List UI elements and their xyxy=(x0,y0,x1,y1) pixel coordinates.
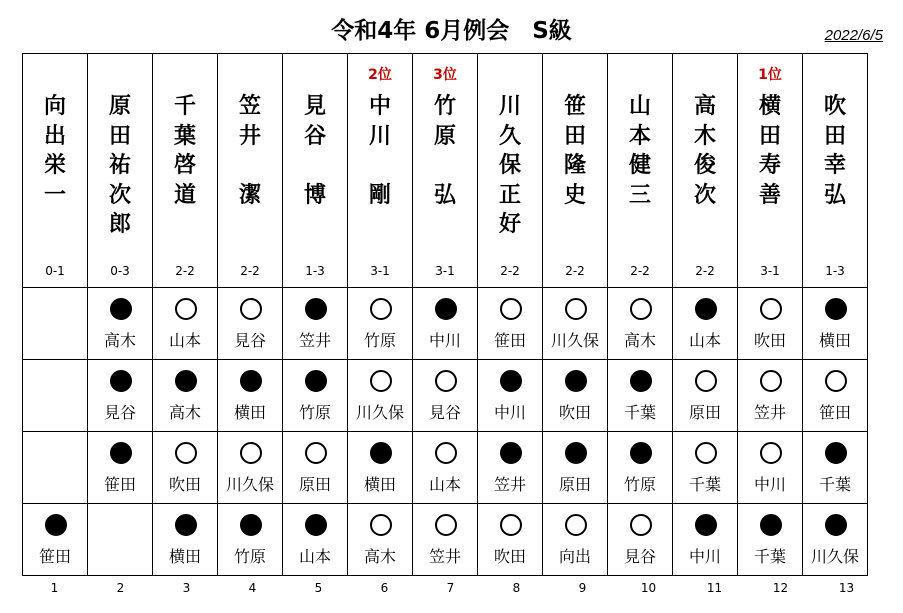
game-cell xyxy=(543,360,608,432)
win-loss-record: 0-1 xyxy=(45,264,65,278)
opponent-name: 見谷 xyxy=(103,403,136,422)
game-cell xyxy=(413,504,478,576)
game-cell xyxy=(348,432,413,504)
game-cell xyxy=(803,504,868,576)
loss-circle-icon xyxy=(565,370,587,392)
game-cell xyxy=(673,360,738,432)
player-name-char: 井 xyxy=(238,123,261,149)
loss-circle-icon xyxy=(305,370,327,392)
game-cell xyxy=(413,288,478,360)
player-name-char: 田 xyxy=(758,123,781,149)
player-name-char: 原 xyxy=(433,123,456,149)
win-loss-record: 1-3 xyxy=(305,264,325,278)
player-name-char: 原 xyxy=(108,94,131,119)
player-name-char: 次 xyxy=(693,182,716,208)
win-loss-record: 2-2 xyxy=(175,264,195,278)
win-loss-record: 2-2 xyxy=(240,264,260,278)
win-circle-icon xyxy=(565,298,587,320)
game-cell xyxy=(413,360,478,432)
player-header-cell xyxy=(153,54,218,288)
opponent-name: 原田 xyxy=(688,403,721,422)
opponent-name: 高木 xyxy=(623,331,656,350)
game-cell xyxy=(23,432,88,504)
opponent-name: 高木 xyxy=(168,403,201,422)
player-name-char: 史 xyxy=(563,182,586,208)
game-cell xyxy=(348,504,413,576)
opponent-name: 千葉 xyxy=(623,403,656,422)
player-header-cell xyxy=(283,54,348,288)
opponent-name: 千葉 xyxy=(818,475,851,494)
opponent-name: 川久保 xyxy=(225,475,274,494)
opponent-name: 吹田 xyxy=(753,331,786,350)
player-number: 2 xyxy=(116,581,125,595)
game-cell xyxy=(673,432,738,504)
game-cell xyxy=(738,504,803,576)
player-name-char: 一 xyxy=(43,182,66,208)
player-number: 13 xyxy=(838,581,855,595)
loss-circle-icon xyxy=(695,298,717,320)
player-name-char: 笹 xyxy=(563,94,586,119)
player-header-cell xyxy=(218,54,283,288)
player-name-char: 弘 xyxy=(433,182,456,208)
game-cell xyxy=(738,288,803,360)
player-name-char: 川 xyxy=(368,123,391,149)
opponent-name: 見谷 xyxy=(233,331,266,350)
player-name-char: 祐 xyxy=(108,153,131,178)
loss-circle-icon xyxy=(175,370,197,392)
opponent-name: 原田 xyxy=(298,475,331,494)
win-circle-icon xyxy=(175,442,197,464)
player-header-row xyxy=(23,54,868,288)
player-name-char: 栄 xyxy=(43,153,66,178)
round-row-3 xyxy=(23,432,868,504)
game-cell xyxy=(153,504,218,576)
game-cell xyxy=(738,360,803,432)
player-name-char: 谷 xyxy=(303,123,326,149)
results-table xyxy=(22,53,868,576)
loss-circle-icon xyxy=(240,514,262,536)
win-loss-record: 1-3 xyxy=(825,264,845,278)
win-loss-record: 2-2 xyxy=(565,264,585,278)
player-name-char: 山 xyxy=(628,94,651,119)
opponent-name: 笹田 xyxy=(103,475,136,494)
game-cell xyxy=(153,288,218,360)
win-circle-icon xyxy=(695,370,717,392)
player-name-char xyxy=(283,151,347,181)
player-name-char: 川 xyxy=(498,94,521,119)
loss-circle-icon xyxy=(500,442,522,464)
opponent-name: 川久保 xyxy=(550,331,599,350)
opponent-name: 川久保 xyxy=(810,547,859,566)
player-name-char: 保 xyxy=(498,153,521,178)
win-loss-record: 3-1 xyxy=(435,264,455,278)
player-name-char: 健 xyxy=(628,153,651,178)
player-name xyxy=(88,92,152,240)
win-circle-icon xyxy=(760,370,782,392)
win-loss-record: 2-2 xyxy=(695,264,715,278)
player-name xyxy=(478,92,542,240)
win-circle-icon xyxy=(435,514,457,536)
win-circle-icon xyxy=(500,298,522,320)
player-number: 1 xyxy=(50,581,59,595)
loss-circle-icon xyxy=(565,442,587,464)
win-circle-icon xyxy=(760,442,782,464)
loss-circle-icon xyxy=(630,370,652,392)
win-loss-record: 0-3 xyxy=(110,264,130,278)
player-number: 5 xyxy=(314,581,323,595)
game-cell xyxy=(478,360,543,432)
game-cell xyxy=(23,360,88,432)
player-name-char: 久 xyxy=(498,123,521,149)
opponent-name: 向出 xyxy=(558,547,591,566)
game-cell xyxy=(543,288,608,360)
player-name-char xyxy=(413,151,477,181)
opponent-name: 笠井 xyxy=(298,331,331,350)
player-number: 4 xyxy=(248,581,257,595)
game-cell xyxy=(348,360,413,432)
loss-circle-icon xyxy=(110,298,132,320)
opponent-name: 笠井 xyxy=(428,547,461,566)
player-name-char: 向 xyxy=(43,94,66,119)
player-number: 8 xyxy=(512,581,521,595)
event-date: 2022/6/5 xyxy=(824,27,883,44)
win-circle-icon xyxy=(435,370,457,392)
player-number: 7 xyxy=(446,581,455,595)
win-circle-icon xyxy=(240,298,262,320)
loss-circle-icon xyxy=(435,298,457,320)
game-cell xyxy=(283,360,348,432)
player-name xyxy=(218,92,282,210)
game-cell xyxy=(478,288,543,360)
player-name-char: 田 xyxy=(823,123,846,149)
opponent-name: 笹田 xyxy=(493,331,526,350)
game-cell xyxy=(283,432,348,504)
opponent-name: 横田 xyxy=(818,331,851,350)
player-name-char: 竹 xyxy=(433,94,456,119)
game-cell xyxy=(413,432,478,504)
player-name xyxy=(608,92,672,210)
opponent-name: 笹田 xyxy=(38,547,71,566)
rank-label: 1位 xyxy=(758,67,782,83)
opponent-name: 山本 xyxy=(688,331,721,350)
opponent-name: 吹田 xyxy=(558,403,591,422)
loss-circle-icon xyxy=(500,370,522,392)
player-name xyxy=(673,92,737,210)
player-name-char: 俊 xyxy=(693,153,716,178)
player-name-char: 道 xyxy=(173,182,196,208)
player-number-row xyxy=(22,581,880,595)
player-name-char: 正 xyxy=(498,182,521,208)
rank-label: 3位 xyxy=(433,67,457,83)
game-cell xyxy=(88,288,153,360)
player-name-char xyxy=(348,151,412,181)
player-name xyxy=(23,92,87,210)
player-name-char: 次 xyxy=(108,182,131,208)
player-name-char: 千 xyxy=(173,94,196,119)
player-header-cell xyxy=(738,54,803,288)
player-name-char: 幸 xyxy=(823,153,846,178)
loss-circle-icon xyxy=(45,514,67,536)
loss-circle-icon xyxy=(240,370,262,392)
player-header-cell xyxy=(673,54,738,288)
game-cell xyxy=(608,360,673,432)
game-cell xyxy=(608,288,673,360)
game-cell xyxy=(478,432,543,504)
player-number: 3 xyxy=(182,581,191,595)
player-name xyxy=(348,92,412,210)
win-circle-icon xyxy=(370,298,392,320)
game-cell xyxy=(608,432,673,504)
loss-circle-icon xyxy=(825,442,847,464)
round-row-1 xyxy=(23,288,868,360)
player-name-char: 葉 xyxy=(173,123,196,149)
player-name-char xyxy=(218,151,282,181)
opponent-name: 横田 xyxy=(363,475,396,494)
win-circle-icon xyxy=(240,442,262,464)
game-cell xyxy=(283,504,348,576)
win-loss-record: 2-2 xyxy=(500,264,520,278)
win-circle-icon xyxy=(435,442,457,464)
opponent-name: 山本 xyxy=(428,475,461,494)
player-header-cell xyxy=(348,54,413,288)
game-cell xyxy=(543,432,608,504)
opponent-name: 笠井 xyxy=(493,475,526,494)
player-name-char: 中 xyxy=(368,94,391,119)
player-header-cell xyxy=(478,54,543,288)
rank-label: 2位 xyxy=(368,67,392,83)
player-number: 10 xyxy=(640,581,657,595)
round-row-4 xyxy=(23,504,868,576)
player-name-char: 弘 xyxy=(823,182,846,208)
game-cell xyxy=(218,288,283,360)
opponent-name: 山本 xyxy=(298,547,331,566)
opponent-name: 原田 xyxy=(558,475,591,494)
opponent-name: 高木 xyxy=(363,547,396,566)
loss-circle-icon xyxy=(305,514,327,536)
player-name-char: 田 xyxy=(108,123,131,149)
game-cell xyxy=(218,360,283,432)
player-name-char: 隆 xyxy=(563,153,586,178)
opponent-name: 吹田 xyxy=(493,547,526,566)
player-name-char: 三 xyxy=(628,182,651,208)
win-circle-icon xyxy=(500,514,522,536)
win-circle-icon xyxy=(565,514,587,536)
opponent-name: 高木 xyxy=(103,331,136,350)
player-header-cell xyxy=(803,54,868,288)
player-name-char: 田 xyxy=(563,123,586,149)
player-name xyxy=(543,92,607,210)
game-cell xyxy=(218,504,283,576)
player-name-char: 吹 xyxy=(823,94,846,119)
player-name-char: 高 xyxy=(693,94,716,119)
player-name xyxy=(283,92,347,210)
opponent-name: 横田 xyxy=(168,547,201,566)
loss-circle-icon xyxy=(175,514,197,536)
opponent-name: 吹田 xyxy=(168,475,201,494)
player-number: 9 xyxy=(578,581,587,595)
opponent-name: 山本 xyxy=(168,331,201,350)
game-cell xyxy=(153,432,218,504)
opponent-name: 笹田 xyxy=(818,403,851,422)
opponent-name: 中川 xyxy=(688,547,721,566)
win-circle-icon xyxy=(370,370,392,392)
game-cell xyxy=(23,504,88,576)
player-name-char: 啓 xyxy=(173,153,196,178)
game-cell xyxy=(153,360,218,432)
player-header-cell xyxy=(88,54,153,288)
player-header-cell xyxy=(413,54,478,288)
opponent-name: 竹原 xyxy=(233,547,266,566)
game-cell xyxy=(88,360,153,432)
win-circle-icon xyxy=(175,298,197,320)
player-name-char: 潔 xyxy=(238,182,261,208)
player-name-char: 木 xyxy=(693,123,716,149)
player-name-char: 寿 xyxy=(758,153,781,178)
game-cell xyxy=(738,432,803,504)
loss-circle-icon xyxy=(110,442,132,464)
win-circle-icon xyxy=(630,298,652,320)
opponent-name: 竹原 xyxy=(363,331,396,350)
player-name-char: 笠 xyxy=(238,94,261,119)
loss-circle-icon xyxy=(825,298,847,320)
game-cell xyxy=(543,504,608,576)
win-circle-icon xyxy=(630,514,652,536)
opponent-name: 千葉 xyxy=(688,475,721,494)
player-name-char: 博 xyxy=(303,182,326,208)
opponent-name: 横田 xyxy=(233,403,266,422)
opponent-name: 見谷 xyxy=(428,403,461,422)
opponent-name: 竹原 xyxy=(298,403,331,422)
game-cell xyxy=(673,288,738,360)
player-number: 12 xyxy=(772,581,789,595)
win-circle-icon xyxy=(695,442,717,464)
game-cell xyxy=(23,288,88,360)
player-name-char: 好 xyxy=(498,212,521,237)
opponent-name: 千葉 xyxy=(753,547,786,566)
opponent-name: 笠井 xyxy=(753,403,786,422)
game-cell xyxy=(478,504,543,576)
loss-circle-icon xyxy=(760,514,782,536)
loss-circle-icon xyxy=(305,298,327,320)
loss-circle-icon xyxy=(695,514,717,536)
player-name-char: 剛 xyxy=(368,182,391,208)
game-cell xyxy=(608,504,673,576)
game-cell xyxy=(88,432,153,504)
game-cell xyxy=(348,288,413,360)
player-name xyxy=(413,92,477,210)
player-number: 6 xyxy=(380,581,389,595)
opponent-name: 見谷 xyxy=(623,547,656,566)
win-loss-record: 2-2 xyxy=(630,264,650,278)
player-name xyxy=(153,92,217,210)
player-header-cell xyxy=(543,54,608,288)
opponent-name: 中川 xyxy=(493,403,526,422)
player-name-char: 見 xyxy=(303,94,326,119)
player-name-char: 出 xyxy=(43,123,66,149)
player-header-cell xyxy=(608,54,673,288)
player-name xyxy=(803,92,867,210)
player-header-cell xyxy=(23,54,88,288)
game-cell xyxy=(803,432,868,504)
win-loss-record: 3-1 xyxy=(370,264,390,278)
game-cell xyxy=(803,360,868,432)
win-circle-icon xyxy=(825,370,847,392)
opponent-name: 中川 xyxy=(428,331,461,350)
loss-circle-icon xyxy=(110,370,132,392)
player-name xyxy=(738,92,802,210)
game-cell xyxy=(803,288,868,360)
opponent-name: 川久保 xyxy=(355,403,404,422)
player-name-char: 善 xyxy=(758,182,781,208)
game-cell xyxy=(673,504,738,576)
player-name-char: 本 xyxy=(628,123,651,149)
round-row-2 xyxy=(23,360,868,432)
win-circle-icon xyxy=(370,514,392,536)
opponent-name: 中川 xyxy=(753,475,786,494)
game-cell xyxy=(88,504,153,576)
game-cell xyxy=(283,288,348,360)
game-cell xyxy=(218,432,283,504)
player-number: 11 xyxy=(706,581,723,595)
loss-circle-icon xyxy=(370,442,392,464)
opponent-name: 竹原 xyxy=(623,475,656,494)
player-name-char: 横 xyxy=(758,94,781,119)
player-name-char: 郎 xyxy=(108,212,131,237)
win-circle-icon xyxy=(305,442,327,464)
loss-circle-icon xyxy=(630,442,652,464)
loss-circle-icon xyxy=(825,514,847,536)
win-circle-icon xyxy=(760,298,782,320)
win-loss-record: 3-1 xyxy=(760,264,780,278)
page-title: 令和4年 6月例会 S級 xyxy=(331,18,572,44)
